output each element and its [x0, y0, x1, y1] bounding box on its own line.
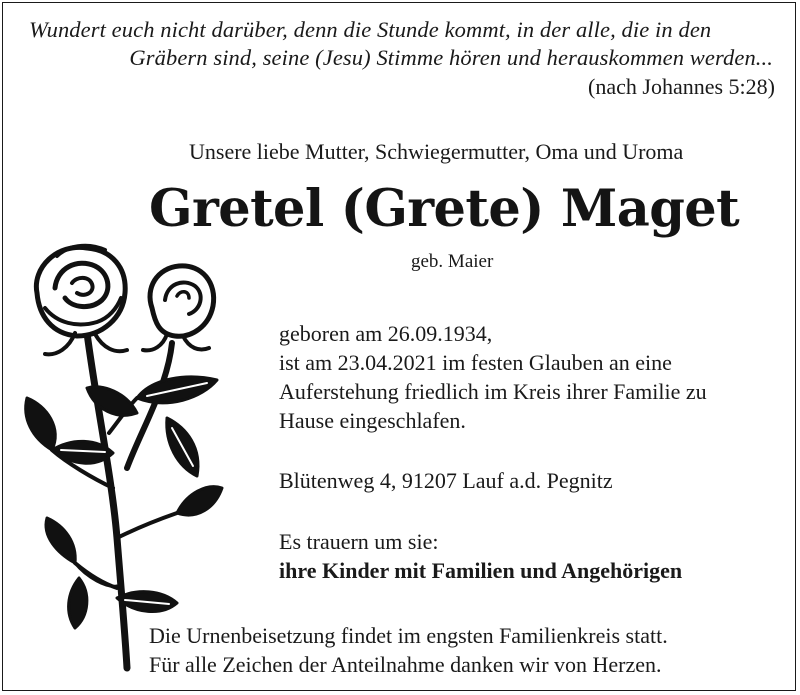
mourners-label: Es trauern um sie:: [279, 529, 439, 554]
rose-illustration-icon: [17, 238, 237, 673]
verse-line-1: Wundert euch nicht darüber, denn die Stunde kommt, in der alle, die in den: [29, 17, 712, 42]
closing-line-1: Die Urnenbeisetzung findet im engsten Familienkreis statt.: [149, 623, 668, 648]
intro-text: Unsere liebe Mutter, Schwiegermutter, Oma und Uroma: [189, 139, 684, 164]
verse-line-2: Gräbern sind, seine (Jesu) Stimme hören und herauskommen werden...: [129, 45, 773, 70]
birth-name: geb. Maier: [411, 251, 494, 272]
details-line-3: Auferstehung friedlich im Kreis ihrer Familie zu: [279, 379, 707, 404]
mourners-names: ihre Kinder mit Familien und Angehörigen: [279, 558, 683, 583]
address: Blütenweg 4, 91207 Lauf a.d. Pegnitz: [279, 468, 613, 493]
details-line-1: geboren am 26.09.1934,: [279, 321, 493, 346]
details-line-2: ist am 23.04.2021 im festen Glauben an eine: [279, 350, 672, 375]
details-line-4: Hause eingeschlafen.: [279, 408, 466, 433]
deceased-name: Gretel (Grete) Maget: [149, 179, 740, 239]
obituary-notice: [2, 2, 796, 691]
closing-line-2: Für alle Zeichen der Anteilnahme danken wir von Herzen.: [149, 652, 662, 677]
verse-source: (nach Johannes 5:28): [588, 74, 775, 99]
